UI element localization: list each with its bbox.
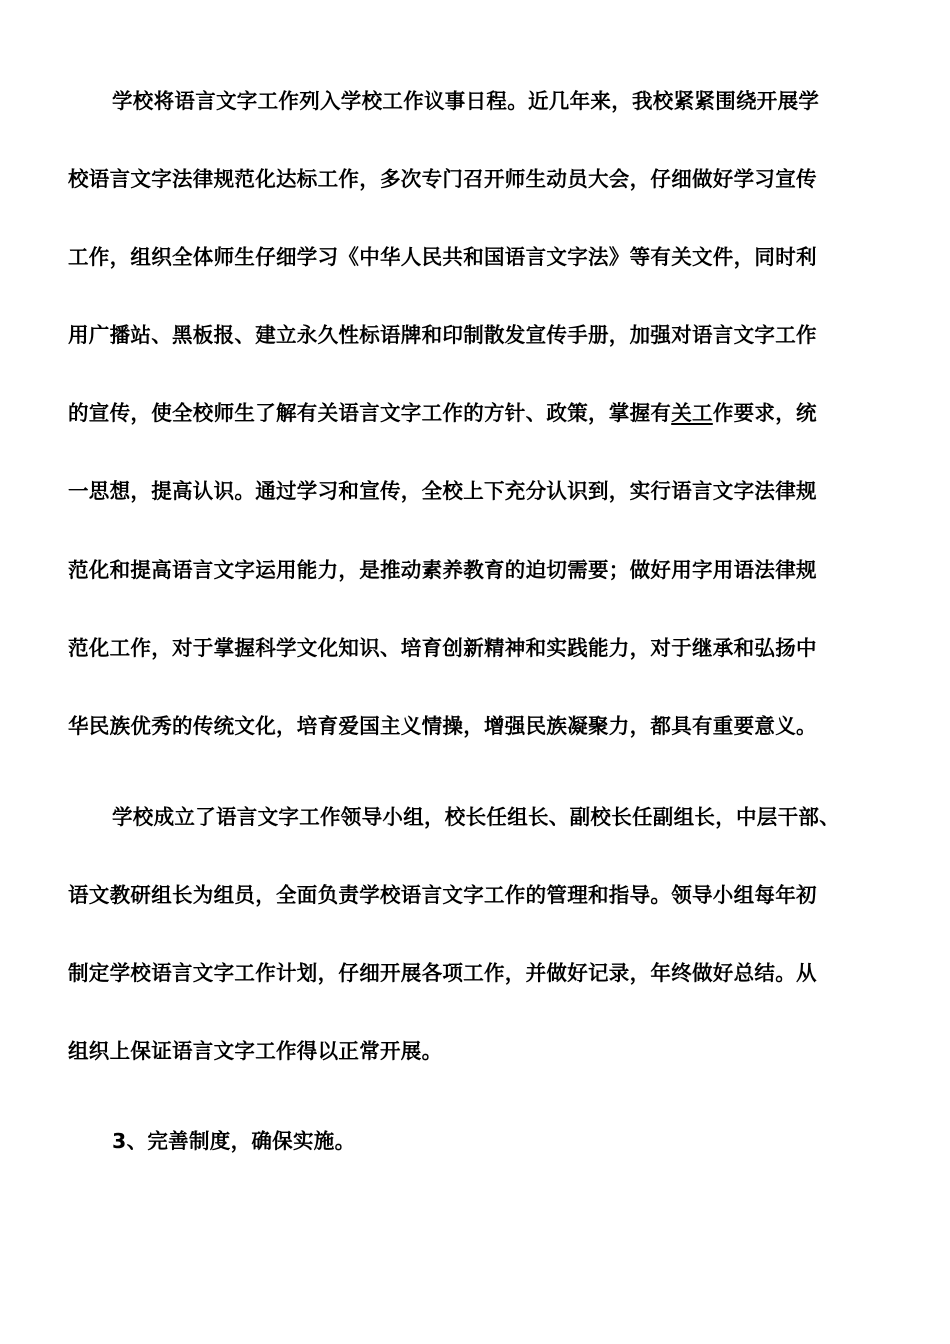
paragraph-2-line-1: 学校成立了语言文字工作领导小组，校长任组长、副校长任副组长，中层干部、 [112,805,840,829]
paragraph-1-line-7: 范化和提高语言文字运用能力，是推动素养教育的迫切需要；做好用字用语法律规 [68,558,817,582]
paragraph-1-line-5-text-after: 作要求，统 [712,401,817,425]
section-heading-3: 3、完善制度，确保实施。 [112,1129,356,1153]
paragraph-1-line-4: 用广播站、黑板报、建立永久性标语牌和印制散发宣传手册，加强对语言文字工作 [68,323,817,347]
paragraph-2-line-3: 制定学校语言文字工作计划，仔细开展各项工作，并做好记录，年终做好总结。从 [68,961,817,985]
underlined-text: 关工 [671,401,713,425]
paragraph-1-line-2: 校语言文字法律规范化达标工作，多次专门召开师生动员大会，仔细做好学习宣传 [68,167,817,191]
paragraph-1-line-9: 华民族优秀的传统文化，培育爱国主义情操，增强民族凝聚力，都具有重要意义。 [68,714,817,738]
paragraph-1-line-5 [68,398,888,428]
paragraph-1-line-6: 一思想，提高认识。通过学习和宣传，全校上下充分认识到，实行语言文字法律规 [68,479,817,503]
paragraph-1-line-1: 学校将语言文字工作列入学校工作议事日程。近几年来，我校紧紧围绕开展学 [112,89,820,113]
paragraph-1-line-8: 范化工作，对于掌握科学文化知识、培育创新精神和实践能力，对于继承和弘扬中 [68,636,817,660]
paragraph-2-line-4: 组织上保证语言文字工作得以正常开展。 [68,1039,443,1063]
paragraph-2-line-2: 语文教研组长为组员，全面负责学校语言文字工作的管理和指导。领导小组每年初 [68,883,817,907]
paragraph-1-line-3: 工作，组织全体师生仔细学习《中华人民共和国语言文字法》等有关文件，同时利 [68,245,817,269]
paragraph-1-line-5-text-before: 的宣传，使全校师生了解有关语言文字工作的方针、政策，掌握有 [68,401,672,425]
